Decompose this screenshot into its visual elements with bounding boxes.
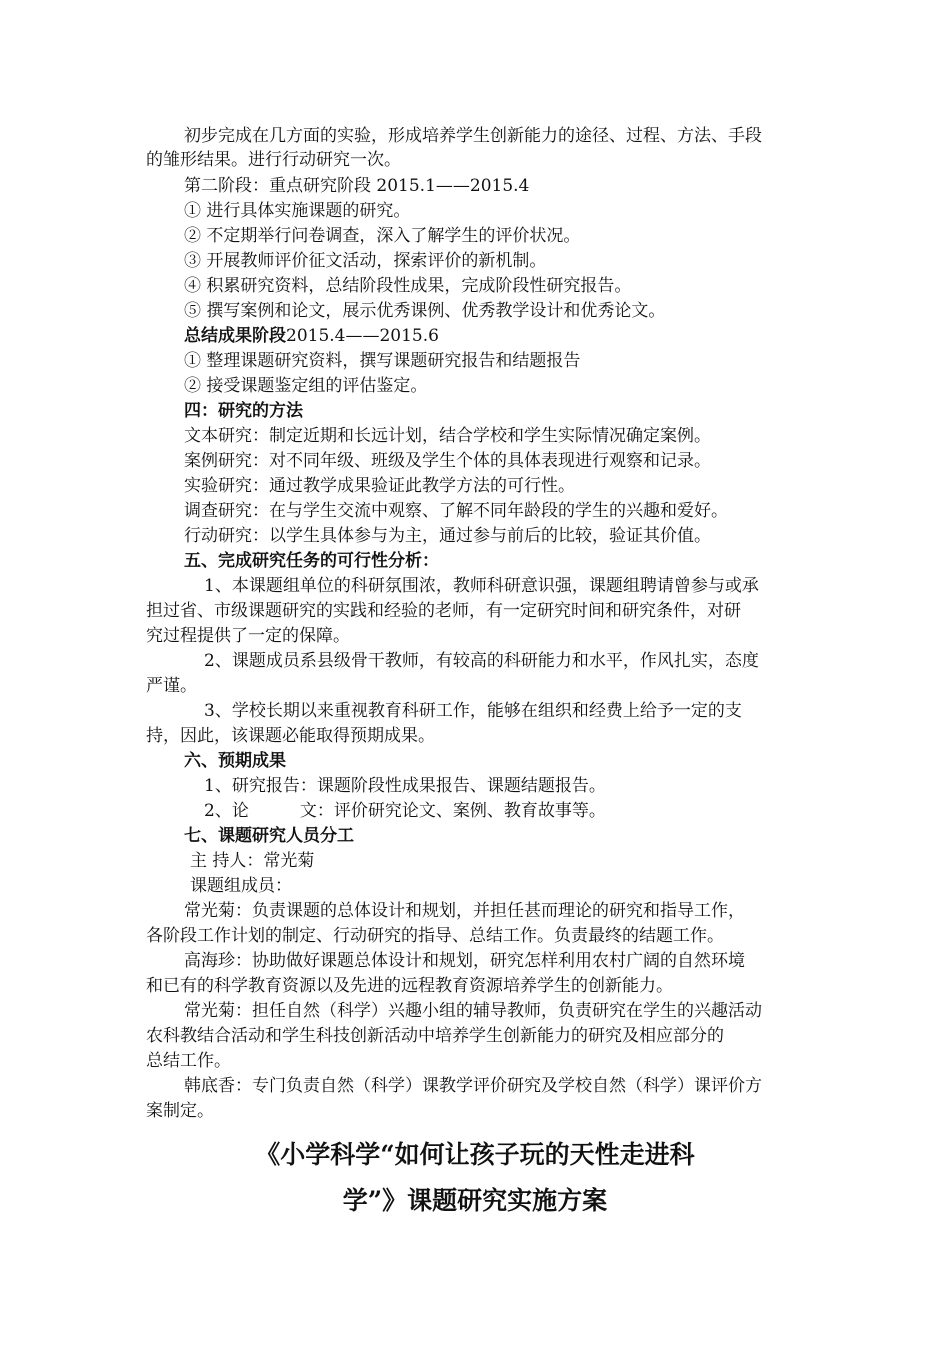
paragraph-line: 1、本课题组单位的科研氛围浓，教师科研意识强，课题组聘请曾参与或承 xyxy=(204,576,759,596)
section-heading: 五、完成研究任务的可行性分析： xyxy=(184,551,439,571)
list-item: ① 进行具体实施课题的研究。 xyxy=(184,201,411,221)
list-item: ④ 积累研究资料，总结阶段性成果，完成阶段性研究报告。 xyxy=(184,276,632,296)
paragraph-line: 和已有的科学教育资源以及先进的远程教育资源培养学生的创新能力。 xyxy=(146,976,673,996)
paragraph-line: 高海珍：协助做好课题总体设计和规划，研究怎样利用农村广阔的自然环境 xyxy=(184,951,745,971)
paragraph-line: 3、学校长期以来重视教育科研工作，能够在组织和经费上给予一定的支 xyxy=(204,701,742,721)
list-item: ② 不定期举行问卷调查，深入了解学生的评价状况。 xyxy=(184,226,581,246)
method-line: 文本研究：制定近期和长远计划，结合学校和学生实际情况确定案例。 xyxy=(184,426,711,446)
paragraph-line: 担过省、市级课题研究的实践和经验的老师，有一定研究时间和研究条件，对研 xyxy=(146,601,741,621)
document-title-line-1: 《小学科学“如何让孩子玩的天性走进科 xyxy=(255,1140,695,1169)
paragraph-line: 常光菊：担任自然（科学）兴趣小组的辅导教师，负责研究在学生的兴趣活动 xyxy=(184,1001,762,1021)
paragraph-line: 常光菊：负责课题的总体设计和规划，并担任甚而理论的研究和指导工作， xyxy=(184,901,745,921)
stage-heading-dates: 2015.4——2015.6 xyxy=(286,326,439,346)
list-item: ⑤ 撰写案例和论文，展示优秀课例、优秀教学设计和优秀论文。 xyxy=(184,301,666,321)
section-heading: 四：研究的方法 xyxy=(184,401,303,421)
list-item: 1、研究报告：课题阶段性成果报告、课题结题报告。 xyxy=(204,776,606,796)
paragraph-line: 2、课题成员系县级骨干教师，有较高的科研能力和水平，作风扎实，态度 xyxy=(204,651,759,671)
paragraph-line: 案制定。 xyxy=(146,1101,214,1121)
list-item: ① 整理课题研究资料，撰写课题研究报告和结题报告 xyxy=(184,351,581,371)
document-title-line-2: 学”》课题研究实施方案 xyxy=(342,1186,608,1215)
paragraph-line: 总结工作。 xyxy=(146,1051,231,1071)
paragraph-line: 各阶段工作计划的制定、行动研究的指导、总结工作。负责最终的结题工作。 xyxy=(146,926,724,946)
list-item: 2、论 文：评价研究论文、案例、教育故事等。 xyxy=(204,801,606,821)
list-item: ③ 开展教师评价征文活动，探索评价的新机制。 xyxy=(184,251,547,271)
section-heading: 七、课题研究人员分工 xyxy=(184,826,354,846)
paragraph-line: 究过程提供了一定的保障。 xyxy=(146,626,350,646)
method-line: 实验研究：通过教学成果验证此教学方法的可行性。 xyxy=(184,476,575,496)
list-item: ② 接受课题鉴定组的评估鉴定。 xyxy=(184,376,428,396)
paragraph-line: 的雏形结果。进行行动研究一次。 xyxy=(146,150,401,170)
method-line: 行动研究：以学生具体参与为主，通过参与前后的比较，验证其价值。 xyxy=(184,526,711,546)
stage-heading xyxy=(184,324,439,348)
host-line: 主 持人：常光菊 xyxy=(190,851,315,871)
section-heading: 六、预期成果 xyxy=(184,751,286,771)
paragraph-line: 持，因此，该课题必能取得预期成果。 xyxy=(146,726,435,746)
stage-heading-label: 总结成果阶段 xyxy=(184,326,286,346)
method-line: 调查研究：在与学生交流中观察、了解不同年龄段的学生的兴趣和爱好。 xyxy=(184,501,728,521)
stage-heading: 第二阶段：重点研究阶段 2015.1——2015.4 xyxy=(184,176,530,196)
members-label: 课题组成员： xyxy=(190,876,292,896)
method-line: 案例研究：对不同年级、班级及学生个体的具体表现进行观察和记录。 xyxy=(184,451,711,471)
paragraph-line: 农科教结合活动和学生科技创新活动中培养学生创新能力的研究及相应部分的 xyxy=(146,1026,724,1046)
paragraph-line: 严谨。 xyxy=(146,676,197,696)
paragraph-line: 初步完成在几方面的实验，形成培养学生创新能力的途径、过程、方法、手段 xyxy=(184,126,762,146)
paragraph-line: 韩底香：专门负责自然（科学）课教学评价研究及学校自然（科学）课评价方 xyxy=(184,1076,762,1096)
